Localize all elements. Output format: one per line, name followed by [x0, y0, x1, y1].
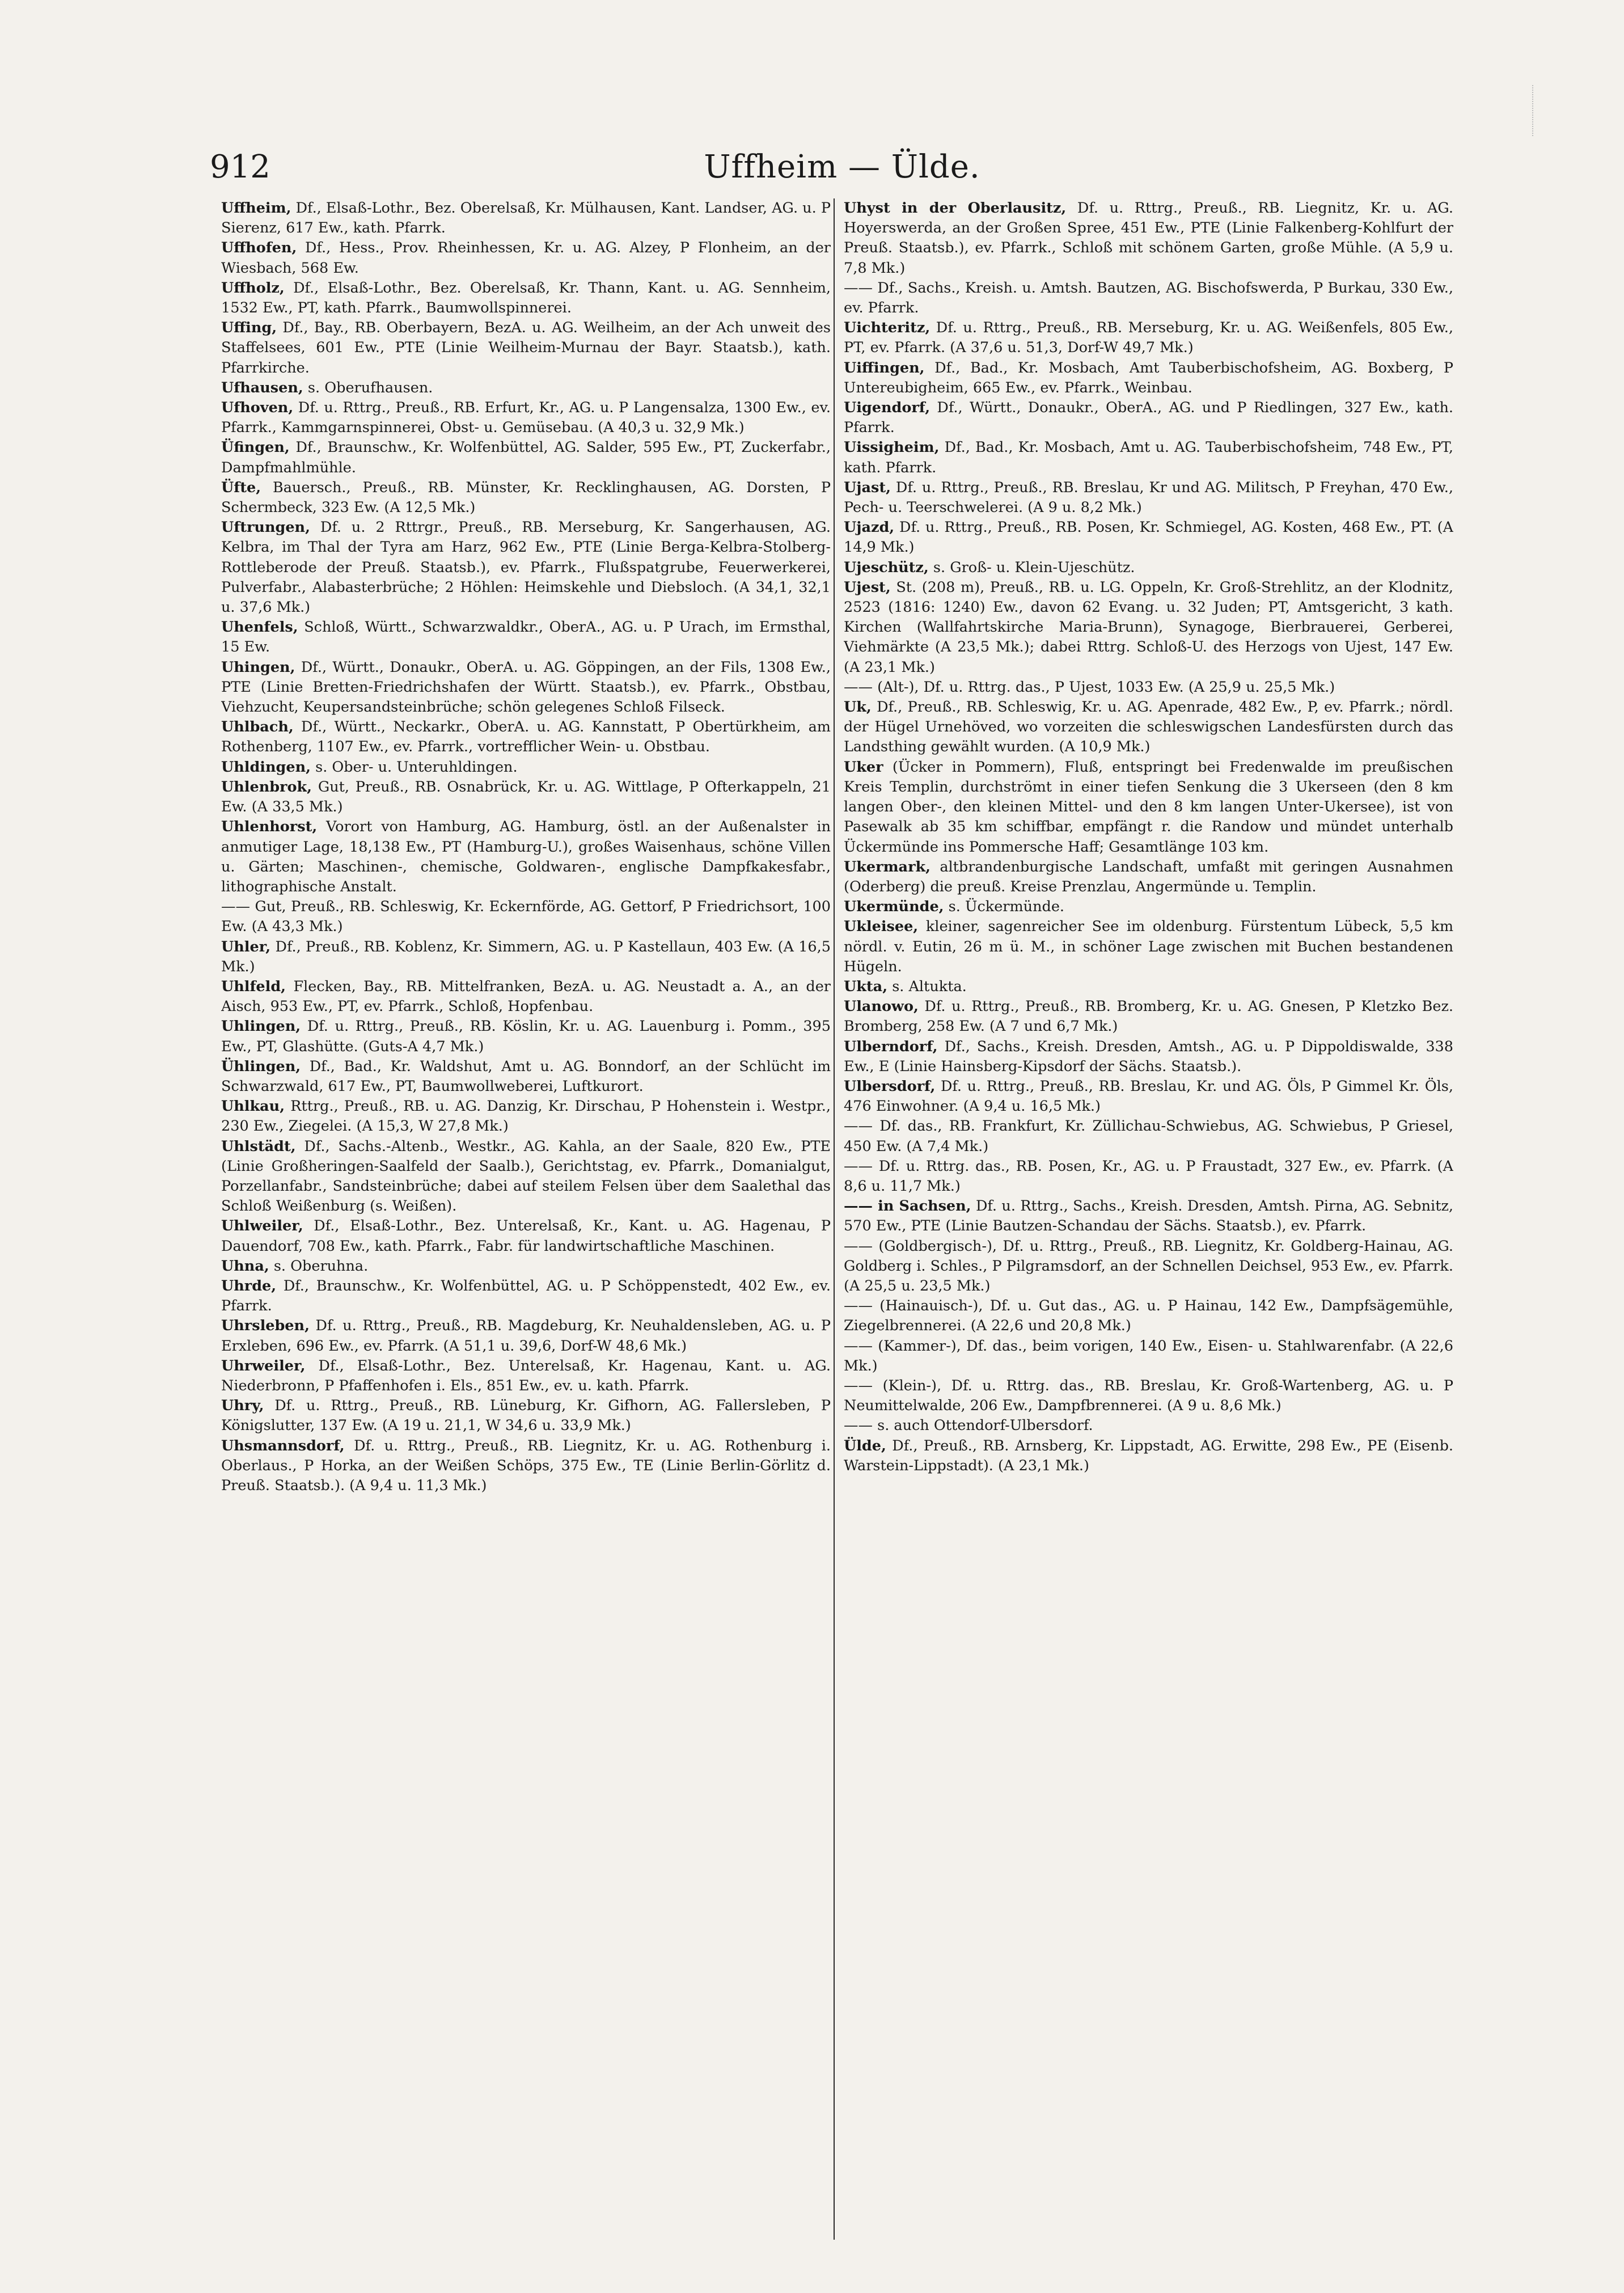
- entry: [221, 1017, 831, 1056]
- entry-text: s. Oberuhna.: [269, 1257, 369, 1275]
- entry-text: Df., Hess., Prov. Rheinhessen, Kr. u. AG. Alzey, P Flonheim, an der Wiesbach, 568 Ew.: [221, 239, 831, 277]
- right-column: [844, 198, 1453, 2240]
- entry-headword: Uhrsleben,: [221, 1317, 310, 1335]
- entry: [844, 697, 1453, 758]
- entry: [221, 977, 831, 1017]
- entry-text: Df. u. Rttrg., Preuß., RB. Lüneburg, Kr. Gifhorn, AG. Fallersleben, P Königslutter, 137 Ew. (A 19 u. 21,1, W 34,6 u. 33,9 Mk.): [221, 1397, 831, 1435]
- entry-text: s. Oberufhausen.: [303, 379, 433, 396]
- entry: [844, 318, 1453, 358]
- entry: [844, 1416, 1453, 1436]
- entry-text: Df., Preuß., RB. Arnsberg, Kr. Lippstadt, AG. Erwitte, 298 Ew., PE (Eisenb. Warstein-Lippstadt). (A 23,1 Mk.): [844, 1437, 1453, 1474]
- entry-text: Df., Bad., Kr. Waldshut, Amt u. AG. Bonndorf, an der Schlücht im Schwarzwald, 617 Ew., PT, Baumwollweberei, Luftkurort.: [221, 1057, 831, 1095]
- entry-text: St. (208 m), Preuß., RB. u. LG. Oppeln, Kr. Groß-Strehlitz, an der Klodnitz, 2523 (1816: 1240) Ew., davon 62 Evang. u. 32 Juden; PT, Amtsgericht, 3 kath. Kirchen (Wallfahrtskirche Maria-Brunn), Synagoge, Bierbrauerei, Gerberei, Viehmärkte (A 23,5 Mk.); dabei Rttrg. Schloß-U. des Herzogs von Ujest, 147 Ew. (A 23,1 Mk.): [844, 578, 1453, 676]
- entry-text: —— Df. u. Rttrg. das., RB. Posen, Kr., AG. u. P Fraustadt, 327 Ew., ev. Pfarrk. (A 8,6 u. 11,7 Mk.): [844, 1157, 1453, 1195]
- entry: [221, 238, 831, 278]
- entry-text: Df. u. Rttrg., Preuß., RB. Magdeburg, Kr. Neuhaldensleben, AG. u. P Erxleben, 696 Ew., ev. Pfarrk. (A 51,1 u. 39,6, Dorf-W 48,6 Mk.): [221, 1317, 831, 1355]
- entry: [221, 1316, 831, 1356]
- entry-headword: Uffheim,: [221, 200, 291, 217]
- entry-headword: Ujazd,: [844, 519, 895, 536]
- entry: [844, 977, 1453, 997]
- page-number: 912: [210, 149, 270, 185]
- entry: [221, 1356, 831, 1396]
- page-header: [210, 145, 1474, 190]
- entry-text: Df., Elsaß-Lothr., Bez. Oberelsaß, Kr. Thann, Kant. u. AG. Sennheim, 1532 Ew., PT, kath. Pfarrk., Baumwollspinnerei.: [221, 279, 831, 317]
- entry-headword: Uhlenbrok,: [221, 778, 312, 796]
- entry-headword: Uhler,: [221, 938, 271, 955]
- entry-text: Df., Württ., Donaukr., OberA. u. AG. Göppingen, an der Fils, 1308 Ew., PTE (Linie Bretten-Friedrichshafen der Württ. Staatsb.), ev. Pfarrk., Obstbau, Viehzucht, Keupersandsteinbrüche; schön gelegenes Schloß Filseck.: [221, 658, 831, 716]
- entry: [221, 1257, 831, 1276]
- entry-text: s. Ückermünde.: [944, 898, 1065, 916]
- entry-text: Df., Bay., RB. Oberbayern, BezA. u. AG. Weilheim, an der Ach unweit des Staffelsees, 601 Ew., PTE (Linie Weilheim-Murnau der Bayr. Staatsb.), kath. Pfarrkirche.: [221, 319, 831, 376]
- entry: [221, 518, 831, 617]
- entry-headword: Uffhofen,: [221, 239, 297, 257]
- entry: [844, 1376, 1453, 1416]
- entry-headword: Uhlenhorst,: [221, 818, 318, 836]
- entry: [221, 1057, 831, 1097]
- entry: [844, 438, 1453, 477]
- entry-text: —— Df., Sachs., Kreish. u. Amtsh. Bautzen, AG. Bischofswerda, P Burkau, 330 Ew., ev. Pfarrk.: [844, 279, 1453, 317]
- entry: [844, 678, 1453, 697]
- entry-headword: Uhry,: [221, 1397, 264, 1415]
- entry: [221, 617, 831, 657]
- entry-text: Df., Württ., Neckarkr., OberA. u. AG. Kannstatt, P Obertürkheim, am Rothenberg, 1107 Ew., ev. Pfarrk., vortrefflicher Wein- u. Obstbau.: [221, 718, 831, 756]
- entry: [844, 558, 1453, 578]
- entry-text: Df., Elsaß-Lothr., Bez. Unterelsaß, Kr. Hagenau, Kant. u. AG. Niederbronn, P Pfaffenhofen i. Els., 851 Ew., ev. u. kath. Pfarrk.: [221, 1357, 831, 1394]
- entry-text: Df., Preuß., RB. Schleswig, Kr. u. AG. Apenrade, 482 Ew., P, ev. Pfarrk.; nördl. der Hügel Urnehöved, wo vorzeiten die schleswigschen Landesfürsten durch das Landsthing gewählt wurden. (A 10,9 Mk.): [844, 699, 1453, 756]
- entry: [844, 1336, 1453, 1376]
- entry-headword: Uker: [844, 758, 883, 776]
- entry: [221, 817, 831, 897]
- entry-headword: Uffing,: [221, 319, 277, 337]
- entry-headword: Ühlingen,: [221, 1057, 301, 1075]
- entry: [844, 1116, 1453, 1156]
- entry-headword: Uhrde,: [221, 1277, 277, 1294]
- entry-text: —— (Kammer-), Df. das., beim vorigen, 140 Ew., Eisen- u. Stahlwarenfabr. (A 22,6 Mk.): [844, 1337, 1453, 1374]
- entry-text: Schloß, Württ., Schwarzwaldkr., OberA., AG. u. P Urach, im Ermsthal, 15 Ew.: [221, 619, 831, 656]
- entry-text: Df., Elsaß-Lothr., Bez. Oberelsaß, Kr. Mülhausen, Kant. Landser, AG. u. P Sierenz, 617 Ew., kath. Pfarrk.: [221, 200, 831, 237]
- entry-text: Df., Sachs., Kreish. Dresden, Amtsh., AG. u. P Dippoldiswalde, 338 Ew., E (Linie Hainsberg-Kipsdorf der Sächs. Staatsb.).: [844, 1038, 1453, 1075]
- entry: [844, 1037, 1453, 1077]
- entry-text: Flecken, Bay., RB. Mittelfranken, BezA. u. AG. Neustadt a. A., an der Aisch, 953 Ew., PT, ev. Pfarrk., Schloß, Hopfenbau.: [221, 978, 831, 1016]
- entry: [221, 758, 831, 777]
- entry: [844, 478, 1453, 518]
- entry-headword: Uissigheim,: [844, 439, 940, 456]
- entry-headword: Ülde,: [844, 1437, 886, 1454]
- entry: [844, 917, 1453, 977]
- entry-headword: Uhrweiler,: [221, 1357, 306, 1374]
- entry-headword: Uhlbach,: [221, 718, 294, 736]
- entry-headword: Üfingen,: [221, 439, 290, 456]
- entry: [221, 438, 831, 477]
- entry-text: altbrandenburgische Landschaft, umfaßt mit geringen Ausnahmen (Oderberg) die preuß. Kreise Prenzlau, Angermünde u. Templin.: [844, 858, 1453, 895]
- entry-headword: Uhlingen,: [221, 1018, 301, 1035]
- entry-headword: Uhna,: [221, 1257, 269, 1275]
- entry: [221, 1436, 831, 1496]
- entry-text: Df., Braunschw., Kr. Wolfenbüttel, AG. Salder, 595 Ew., PT, Zuckerfabr., Dampfmahlmühle.: [221, 439, 831, 476]
- left-column: [221, 198, 831, 2240]
- entry-headword: —— in Sachsen,: [844, 1198, 971, 1215]
- entry-headword: Uhlfeld,: [221, 978, 286, 995]
- entry: [221, 278, 831, 318]
- entry-headword: Ujest,: [844, 578, 891, 596]
- entry-text: Df., Sachs.-Altenb., Westkr., AG. Kahla, an der Saale, 820 Ew., PTE (Linie Großheringen-Saalfeld der Saalb.), Gerichtstag, ev. Pfarrk., Domanialgut, Porzellanfabr., Sandsteinbrüche; dabei auf steilem Felsen über dem Saalethal das Schloß Weißenburg (s. Weißen).: [221, 1137, 831, 1215]
- column-divider: [834, 198, 835, 2240]
- entry: [221, 937, 831, 977]
- entry-text: Df., Braunschw., Kr. Wolfenbüttel, AG. u. P Schöppenstedt, 402 Ew., ev. Pfarrk.: [221, 1277, 831, 1315]
- margin-mark: [1509, 85, 1533, 136]
- entry-text: —— (Goldbergisch-), Df. u. Rttrg., Preuß., RB. Liegnitz, Kr. Goldberg-Hainau, AG. Goldberg i. Schles., P Pilgramsdorf, an der Schnellen Deichsel, 953 Ew., ev. Pfarrk. (A 25,5 u. 23,5 Mk.): [844, 1237, 1453, 1294]
- entry-text: —— (Hainauisch-), Df. u. Gut das., AG. u. P Hainau, 142 Ew., Dampfsägemühle, Ziegelbrennerei. (A 22,6 und 20,8 Mk.): [844, 1297, 1453, 1335]
- entry-headword: Uhlkau,: [221, 1098, 285, 1115]
- entry: [844, 518, 1453, 557]
- entry-text: Df. u. Rttrg., Sachs., Kreish. Dresden, Amtsh. Pirna, AG. Sebnitz, 570 Ew., PTE (Linie Bautzen-Schandau der Sächs. Staatsb.), ev. Pfarrk.: [844, 1198, 1453, 1235]
- entry: [844, 1296, 1453, 1336]
- entry: [221, 1137, 831, 1217]
- entry-headword: Uftrungen,: [221, 519, 310, 536]
- entry-text: Df. u. Rttrg., Preuß., RB. Breslau, Kr und AG. Militsch, P Freyhan, 470 Ew., Pech- u. Teerschwelerei. (A 9 u. 8,2 Mk.): [844, 479, 1453, 517]
- entry-text: —— s. auch Ottendorf-Ulbersdorf.: [844, 1417, 1093, 1435]
- entry: [221, 198, 831, 238]
- entry: [844, 1436, 1453, 1476]
- entry: [844, 1237, 1453, 1297]
- entry-text: Df. u. Rttrg., Preuß., RB. Breslau, Kr. und AG. Öls, P Gimmel Kr. Öls, 476 Einwohner. (A 9,4 u. 16,5 Mk.): [844, 1077, 1453, 1115]
- entry: [844, 1196, 1453, 1236]
- entry: [221, 398, 831, 438]
- entry-text: Df., Bad., Kr. Mosbach, Amt u. AG. Tauberbischofsheim, 748 Ew., PT, kath. Pfarrk.: [844, 439, 1453, 476]
- entry-headword: Uiffingen,: [844, 359, 925, 376]
- entry-headword: Ulberndorf,: [844, 1038, 938, 1055]
- entry-text: s. Groß- u. Klein-Ujeschütz.: [928, 559, 1135, 576]
- entry-text: (Ücker in Pommern), Fluß, entspringt bei Fredenwalde im preußischen Kreis Templin, durchströmt in einer tiefen Senkung die 3 Ukerseen (den 8 km langen Ober-, den kleinen Mittel- und den 8 km langen Unter-Ukersee), ist von Pasewalk ab 35 km schiffbar, empfängt r. die Randow und mündet unterhalb Ückermünde ins Pommersche Haff; Gesamtlänge 103 km.: [844, 758, 1453, 856]
- entry-text: Df. u. Rttrg., Preuß., RB. Posen, Kr. Schmiegel, AG. Kosten, 468 Ew., PT. (A 14,9 Mk.): [844, 519, 1453, 556]
- entry-headword: Uichteritz,: [844, 319, 931, 337]
- entry-headword: Uhenfels,: [221, 619, 298, 636]
- entry-headword: Ufhoven,: [221, 399, 294, 417]
- entry-headword: Ukleisee,: [844, 918, 919, 936]
- entry-headword: Uigendorf,: [844, 399, 931, 417]
- entry-headword: Uhldingen,: [221, 758, 311, 776]
- entry-text: Rttrg., Preuß., RB. u. AG. Danzig, Kr. Dirschau, P Hohenstein i. Westpr., 230 Ew., Ziegelei. (A 15,3, W 27,8 Mk.): [221, 1098, 831, 1135]
- entry: [221, 717, 831, 757]
- entry-text: Df. u. Rttrg., Preuß., RB. Köslin, Kr. u. AG. Lauenburg i. Pomm., 395 Ew., PT, Glashütte. (Guts-A 4,7 Mk.): [221, 1018, 831, 1055]
- entry-headword: Uhyst in der Oberlausitz,: [844, 200, 1067, 217]
- entry-headword: Ufhausen,: [221, 379, 303, 396]
- entry-text: Df. u. Rttrg., Preuß., RB. Liegnitz, Kr. u. AG. Hoyerswerda, an der Großen Spree, 451 Ew., PTE (Linie Falkenberg-Kohlfurt der Preuß. Staatsb.), ev. Pfarrk., Schloß mit schönem Garten, große Mühle. (A 5,9 u. 7,8 Mk.): [844, 200, 1453, 277]
- entry: [844, 398, 1453, 438]
- entry-text: Df. u. 2 Rttrgr., Preuß., RB. Merseburg, Kr. Sangerhausen, AG. Kelbra, im Thal der Tyra am Harz, 962 Ew., PTE (Linie Berga-Kelbra-Stolberg-Rottleberode der Preuß. Staatsb.), ev. Pfarrk., Flußspatgrube, Feuerwerkerei, Pulverfabr., Alabasterbrüche; 2 Höhlen: Heimskehle und Diebsloch. (A 34,1, 32,1 u. 37,6 Mk.): [221, 519, 831, 616]
- entry: [844, 758, 1453, 857]
- entry-headword: Ukermünde,: [844, 898, 944, 916]
- entry-headword: Uffholz,: [221, 279, 285, 297]
- entry-headword: Ujast,: [844, 479, 891, 496]
- entry: [844, 198, 1453, 278]
- entry-text: —— (Klein-), Df. u. Rttrg. das., RB. Breslau, Kr. Groß-Wartenberg, AG. u. P Neumittelwalde, 206 Ew., Dampfbrennerei. (A 9 u. 8,6 Mk.): [844, 1377, 1453, 1415]
- entry: [844, 997, 1453, 1036]
- entry-text: s. Ober- u. Unteruhldingen.: [311, 758, 518, 776]
- entry-headword: Uhsmannsdorf,: [221, 1437, 345, 1454]
- entry-headword: Uk,: [844, 699, 872, 716]
- entry: [844, 857, 1453, 897]
- entry-text: Bauersch., Preuß., RB. Münster, Kr. Recklinghausen, AG. Dorsten, P Schermbeck, 323 Ew. (A 12,5 Mk.): [221, 479, 831, 517]
- entry: [221, 1216, 831, 1256]
- entry: [221, 658, 831, 718]
- entry-text: Df., Bad., Kr. Mosbach, Amt Tauberbischofsheim, AG. Boxberg, P Untereubigheim, 665 Ew., ev. Pfarrk., Weinbau.: [844, 359, 1453, 396]
- entry: [844, 1077, 1453, 1116]
- entry: [844, 278, 1453, 318]
- entry-text: s. Altukta.: [887, 978, 967, 995]
- entry: [844, 578, 1453, 678]
- entry-text: Vorort von Hamburg, AG. Hamburg, östl. an der Außenalster in anmutiger Lage, 18,138 Ew., PT (Hamburg-U.), großes Waisenhaus, schöne Villen u. Gärten; Maschinen-, chemische, Goldwaren-, englische Dampfkakesfabr., lithographische Anstalt.: [221, 818, 831, 895]
- entry-headword: Üfte,: [221, 479, 261, 496]
- entry-text: Df., Elsaß-Lothr., Bez. Unterelsaß, Kr., Kant. u. AG. Hagenau, P Dauendorf, 708 Ew., kath. Pfarrk., Fabr. für landwirtschaftliche Maschinen.: [221, 1217, 831, 1255]
- entry-text: Df. u. Rttrg., Preuß., RB. Liegnitz, Kr. u. AG. Rothenburg i. Oberlaus., P Horka, an der Weißen Schöps, 375 Ew., TE (Linie Berlin-Görlitz d. Preuß. Staatsb.). (A 9,4 u. 11,3 Mk.): [221, 1437, 831, 1494]
- entry-headword: Uhlstädt,: [221, 1137, 296, 1155]
- entry: [844, 358, 1453, 398]
- entry-text: Df. u. Rttrg., Preuß., RB. Merseburg, Kr. u. AG. Weißenfels, 805 Ew., PT, ev. Pfarrk. (A 37,6 u. 51,3, Dorf-W 49,7 Mk.): [844, 319, 1453, 357]
- entry-text: Df. u. Rttrg., Preuß., RB. Bromberg, Kr. u. AG. Gnesen, P Kletzko Bez. Bromberg, 258 Ew. (A 7 und 6,7 Mk.): [844, 998, 1453, 1035]
- entry: [221, 478, 831, 518]
- entry-text: —— (Alt-), Df. u. Rttrg. das., P Ujest, 1033 Ew. (A 25,9 u. 25,5 Mk.): [844, 678, 1335, 696]
- entry-text: —— Gut, Preuß., RB. Schleswig, Kr. Eckernförde, AG. Gettorf, P Friedrichsort, 100 Ew. (A 43,3 Mk.): [221, 898, 831, 936]
- entry-headword: Ukermark,: [844, 858, 931, 875]
- entry-headword: Uhlweiler,: [221, 1217, 303, 1235]
- entry: [221, 777, 831, 817]
- entry-text: Df. u. Rttrg., Preuß., RB. Erfurt, Kr., AG. u. P Langensalza, 1300 Ew., ev. Pfarrk., Kammgarnspinnerei, Obst- u. Gemüsebau. (A 40,3 u. 32,9 Mk.): [221, 399, 831, 437]
- entry: [221, 1276, 831, 1316]
- running-head: Uffheim — Ülde.: [704, 149, 980, 185]
- entry-text: Gut, Preuß., RB. Osnabrück, Kr. u. AG. Wittlage, P Ofterkappeln, 21 Ew. (A 33,5 Mk.): [221, 778, 831, 816]
- entry: [221, 378, 831, 398]
- entry-headword: Ulbersdorf,: [844, 1077, 936, 1095]
- entry-text: Df., Preuß., RB. Koblenz, Kr. Simmern, AG. u. P Kastellaun, 403 Ew. (A 16,5 Mk.): [221, 938, 831, 975]
- entry: [844, 897, 1453, 917]
- entry-headword: Ukta,: [844, 978, 888, 995]
- entry: [221, 1396, 831, 1436]
- entry-text: kleiner, sagenreicher See im oldenburg. Fürstentum Lübeck, 5,5 km nördl. v. Eutin, 26 m ü. M., in schöner Lage zwischen mit Buchen bestandenen Hügeln.: [844, 918, 1453, 975]
- entry-text: Df., Württ., Donaukr., OberA., AG. und P Riedlingen, 327 Ew., kath. Pfarrk.: [844, 399, 1453, 437]
- entry: [221, 318, 831, 378]
- entry-headword: Uhingen,: [221, 658, 295, 676]
- entry: [844, 1157, 1453, 1196]
- entry-headword: Ulanowo,: [844, 998, 919, 1016]
- entry: [221, 1097, 831, 1136]
- entry-headword: Ujeschütz,: [844, 559, 929, 576]
- entry-text: —— Df. das., RB. Frankfurt, Kr. Züllichau-Schwiebus, AG. Schwiebus, P Griesel, 450 Ew. (A 7,4 Mk.): [844, 1118, 1453, 1155]
- entry: [221, 897, 831, 937]
